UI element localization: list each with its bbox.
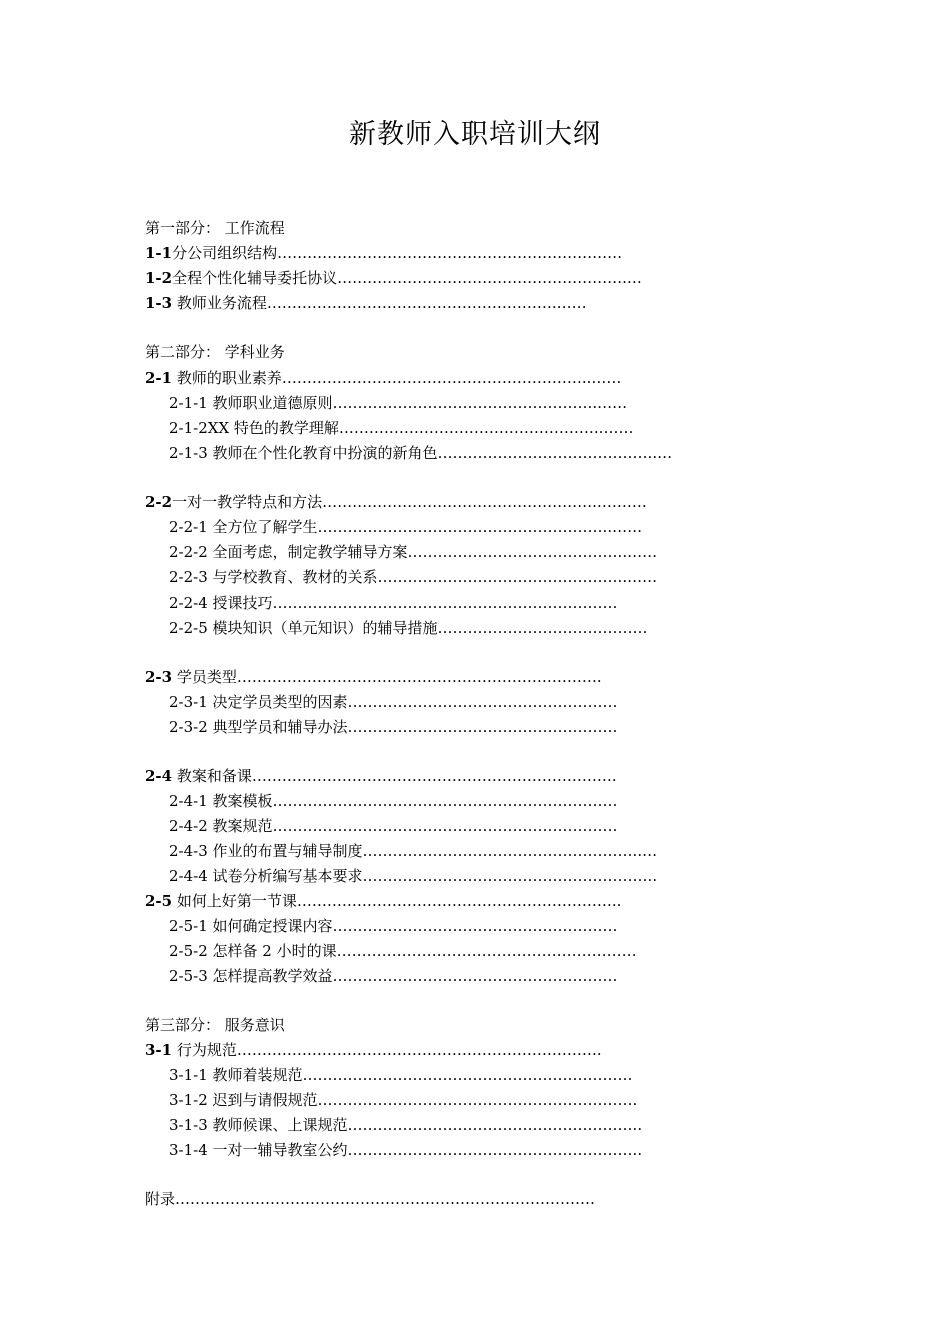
toc-entry (145, 293, 950, 313)
toc-entry-label: 2-2-2 全面考虑，制定教学辅导方案 (169, 543, 408, 561)
toc-subentry (169, 593, 950, 613)
toc-leader-dots: …………………………………………………… (336, 942, 637, 960)
toc-subentry (169, 443, 950, 463)
toc-leader-dots: ………………………………………………………… (302, 1066, 633, 1084)
toc-leader-dots: ………………………………………………..… (362, 842, 658, 860)
toc-leader-dots: …………………………………………..…… (377, 568, 658, 586)
toc-entry-label: 2-3-2 典型学员和辅导办法 (169, 718, 348, 736)
toc-entry-label: 2-2-3 与学校教育、教材的关系 (169, 568, 378, 586)
toc-section-heading (145, 218, 950, 238)
toc-entry-number: 1-2 (145, 269, 173, 287)
toc-entry-label: 教案和备课 (172, 767, 252, 785)
toc-entry-label: 2-2-1 全方位了解学生 (169, 518, 318, 536)
toc-entry-label: 3-1-2 迟到与请假规范 (169, 1091, 318, 1109)
toc-subentry (169, 618, 950, 638)
toc-subentry (169, 393, 950, 413)
toc-entry-label: 第三部分： 服务意识 (145, 1016, 285, 1034)
toc-entry (145, 891, 950, 911)
toc-entry-label: 2-2-5 模块知识（单元知识）的辅导措施 (169, 619, 438, 637)
toc-entry (145, 492, 950, 512)
toc-subentry (169, 866, 950, 886)
toc-entry-label: 2-4-4 试卷分析编写基本要求 (169, 867, 363, 885)
toc-leader-dots: …………………………………………………………… (277, 244, 623, 262)
toc-subentry (169, 791, 950, 811)
toc-subentry (169, 1115, 950, 1135)
toc-leader-dots: ………………………………………………………………………… (175, 1190, 596, 1208)
toc-subentry (169, 692, 950, 712)
toc-entry-label: 2-4-3 作业的布置与辅导制度 (169, 842, 363, 860)
toc-leader-dots: ………………………………………………………. (317, 1091, 638, 1109)
toc-entry-label: 2-1-3 教师在个性化教育中扮演的新角色 (169, 444, 438, 462)
toc-leader-dots: ……………………………………..… (437, 444, 673, 462)
toc-entry (145, 667, 950, 687)
toc-entry-label: 2-5-3 怎样提高教学效益 (169, 967, 333, 985)
toc-leader-dots: ………………………………………………….. (347, 1116, 643, 1134)
toc-subentry (169, 567, 950, 587)
toc-entry-number: 2-5 (145, 892, 173, 910)
toc-leader-dots: ……………………………………………….………. (322, 493, 647, 511)
toc-subentry (169, 816, 950, 836)
toc-entry-label: 2-1-1 教师职业道德原则 (169, 394, 333, 412)
toc-subentry (169, 717, 950, 737)
toc-entry-label: 2-1-2XX 特色的教学理解 (169, 419, 339, 437)
toc-leader-dots: ………………………………………………….…… (266, 294, 587, 312)
toc-entry-label: 教师的职业素养 (172, 369, 282, 387)
toc-leader-dots: ……………………………………………………..…… (281, 369, 622, 387)
toc-leader-dots: ………………………………………………….. (347, 1141, 643, 1159)
toc-leader-dots: …………………………………… (437, 619, 648, 637)
toc-leader-dots: ………………………………………………… (332, 917, 618, 935)
toc-leader-dots: ……………………………………………………….. (296, 892, 622, 910)
toc-section-heading (145, 1015, 950, 1035)
toc-leader-dots: ……………………………………..…… (407, 543, 658, 561)
toc-leader-dots: ……………………………………………..…… (332, 394, 628, 412)
toc-entry-label: 2-5-2 怎样备 2 小时的课 (169, 942, 337, 960)
toc-subentry (169, 841, 950, 861)
toc-subentry (169, 966, 950, 986)
toc-entry-label: 第二部分： 学科业务 (145, 343, 285, 361)
toc-entry-label: 2-3-1 决定学员类型的因素 (169, 693, 348, 711)
toc-entry-number: 1-1 (145, 244, 173, 262)
toc-entry-number: 3-1 (145, 1041, 173, 1059)
toc-entry (145, 268, 950, 288)
toc-entry-number: 2-1 (145, 369, 173, 387)
toc-entry-label: 全程个性化辅导委托协议 (172, 269, 338, 287)
toc-entry-label: 2-4-2 教案规范 (169, 817, 273, 835)
toc-subentry (169, 1065, 950, 1085)
toc-subentry (169, 517, 950, 537)
toc-leader-dots: ………………………………………………… (332, 967, 618, 985)
toc-leader-dots: …………………………………………………………… (272, 817, 618, 835)
toc-subentry (169, 542, 950, 562)
toc-entry-label: 附录 (145, 1190, 176, 1208)
toc-entry-label: 行为规范 (172, 1041, 237, 1059)
toc-entry (145, 243, 950, 263)
toc-section-heading (145, 1189, 950, 1209)
toc-subentry (169, 418, 950, 438)
toc-leader-dots: …………………………………………………………… (272, 594, 618, 612)
toc-leader-dots: ………………………………………………….… (337, 269, 642, 287)
toc-entry (145, 1040, 950, 1060)
toc-entry-label: 教师业务流程 (172, 294, 267, 312)
toc-entry-label: 分公司组织结构 (172, 244, 278, 262)
toc-entry-label: 3-1-1 教师着装规范 (169, 1066, 303, 1084)
toc-entry-label: 3-1-4 一对一辅导教室公约 (169, 1141, 348, 1159)
toc-entry-number: 1-3 (145, 294, 173, 312)
toc-entry (145, 368, 950, 388)
toc-entry-label: 一对一教学特点和方法 (172, 493, 323, 511)
toc-entry-label: 3-1-3 教师候课、上课规范 (169, 1116, 348, 1134)
toc-entry-number: 2-3 (145, 668, 173, 686)
toc-entry-number: 2-2 (145, 493, 173, 511)
toc-subentry (169, 1140, 950, 1160)
toc-subentry (169, 916, 950, 936)
toc-entry-label: 2-5-1 如何确定授课内容 (169, 917, 333, 935)
toc-leader-dots: …………………………………………………..…… (317, 518, 643, 536)
toc-section-heading (145, 342, 950, 362)
document-title: 新教师入职培训大纲 (349, 119, 601, 150)
toc-entry-label: 2-4-1 教案模板 (169, 792, 273, 810)
toc-leader-dots: ………………………………………………….. (362, 867, 658, 885)
toc-leader-dots: ……………………………………………..…… (338, 419, 634, 437)
toc-leader-dots: ………………………………………………………………. (236, 668, 602, 686)
toc-leader-dots: ………………………………………………………………. (236, 1041, 602, 1059)
toc-entry-label: 2-2-4 授课技巧 (169, 594, 273, 612)
toc-entry (145, 766, 950, 786)
toc-entry-label: 如何上好第一节课 (172, 892, 297, 910)
toc-leader-dots: ……………………………………………… (347, 693, 618, 711)
toc-subentry (169, 941, 950, 961)
toc-leader-dots: …………………………………………………………… (272, 792, 618, 810)
toc-entry-number: 2-4 (145, 767, 173, 785)
toc-subentry (169, 1090, 950, 1110)
toc-entry-label: 第一部分： 工作流程 (145, 219, 285, 237)
toc-leader-dots: ………………………………………………………………. (251, 767, 617, 785)
toc-entry-label: 学员类型 (172, 668, 237, 686)
toc-leader-dots: ……………………………………………… (347, 718, 618, 736)
